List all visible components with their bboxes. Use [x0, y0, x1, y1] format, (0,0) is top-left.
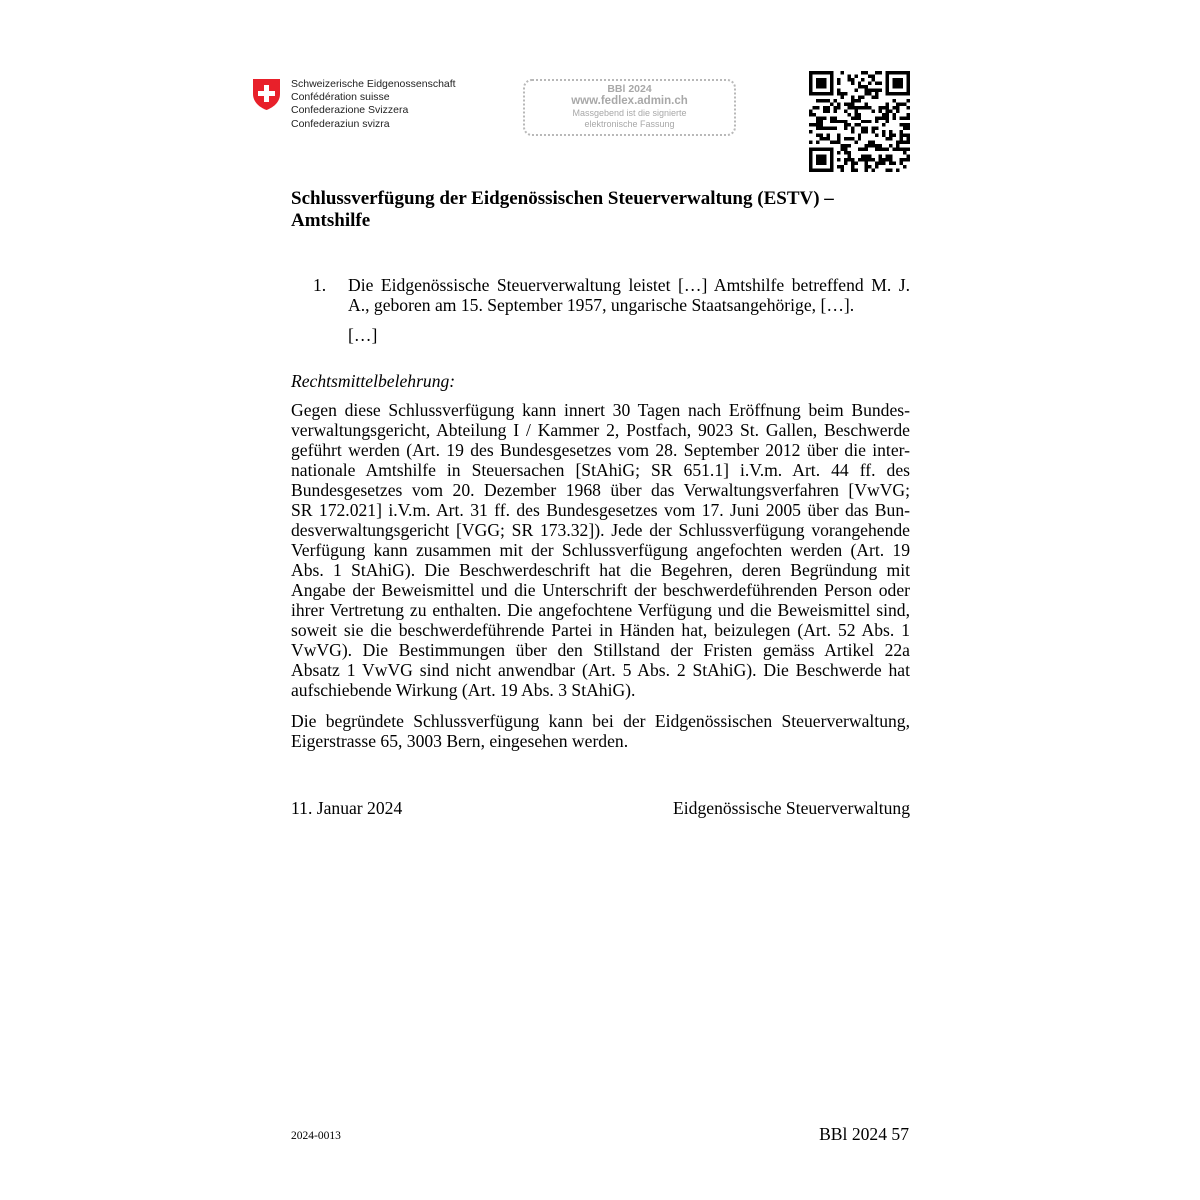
paragraph-line: SR 172.021] i.V.m. Art. 31 ff. des Bundesgesetzes vom 17. Juni 2005 über das Bun- [291, 500, 910, 520]
issuing-authority: Eidgenössische Steuerverwaltung [673, 798, 910, 818]
legal-remedies-heading: Rechtsmittelbelehrung: [291, 371, 456, 391]
decision-item [313, 275, 910, 345]
federation-name-fr: Confédération suisse [291, 91, 390, 104]
item-ellipsis: […] [348, 325, 378, 345]
paragraph-line: Angabe der Beweismittel und die Unterschrift der beschwerdeführenden Person oder [291, 580, 910, 600]
stamp-note-line2: elektronische Fassung [584, 119, 675, 129]
paragraph-line: Eigerstrasse 65, 3003 Bern, eingesehen werden. [291, 731, 629, 751]
paragraph-line: geführt werden (Art. 19 des Bundesgesetzes vom 28. September 2012 über die inter- [291, 440, 910, 460]
legal-remedies-paragraph [291, 400, 910, 700]
stamp-note-line1: Massgebend ist die signierte [572, 108, 687, 118]
item-number: 1. [313, 275, 327, 295]
paragraph-line: ihrer Vertretung zu enthalten. Die angefochtene Verfügung und die Beweismittel sind, [291, 600, 910, 620]
page-reference: BBl 2024 57 [819, 1124, 909, 1144]
federation-name-rm: Confederaziun svizra [291, 117, 390, 130]
stamp-url: www.fedlex.admin.ch [571, 95, 688, 107]
paragraph-line: Bundesgesetzes vom 20. Dezember 1968 über das Verwaltungsverfahren [VwVG; [291, 480, 910, 500]
item-text: Die Eidgenössische Steuerverwaltung leistet […] Amtshilfe betreffend M. J. A., geboren am 15. September 1957, ungarische Staatsangehörige, […]. [348, 275, 910, 315]
paragraph-line: Die begründete Schlussverfügung kann bei der Eidgenössischen Steuerverwaltung, [291, 711, 910, 731]
paragraph-line: verwaltungsgericht, Abteilung I / Kammer 2, Postfach, 9023 St. Gallen, Beschwerde [291, 420, 910, 440]
inspection-paragraph [291, 711, 910, 751]
document-number: 2024-0013 [291, 1130, 341, 1142]
paragraph-line: Absatz 1 VwVG sind nicht anwendbar (Art. 5 Abs. 2 StAhiG). Die Beschwerde hat [291, 660, 910, 680]
document-title-line1: Schlussverfügung der Eidgenössischen Steuerverwaltung (ESTV) – [291, 188, 834, 209]
document-title-line2: Amtshilfe [291, 210, 371, 231]
federation-names [291, 78, 456, 131]
paragraph-line: soweit sie die beschwerdeführende Partei in Händen hat, beizulegen (Art. 52 Abs. 1 [291, 620, 910, 640]
paragraph-line: VwVG). Die Bestimmungen über den Stillstand der Fristen gemäss Artikel 22a [291, 640, 910, 660]
paragraph-line: aufschiebende Wirkung (Art. 19 Abs. 3 StAhiG). [291, 680, 636, 700]
qr-code-icon [809, 71, 910, 172]
paragraph-line: nationale Amtshilfe in Steuersachen [StAhiG; SR 651.1] i.V.m. Art. 44 ff. des [291, 460, 910, 480]
document-title [291, 188, 911, 232]
federation-name-de: Schweizerische Eidgenossenschaft [291, 78, 456, 90]
swiss-coat-of-arms-icon [252, 78, 281, 111]
publication-stamp [523, 79, 736, 136]
paragraph-line: Abs. 1 StAhiG). Die Beschwerdeschrift hat die Begehren, deren Begründung mit [291, 560, 910, 580]
paragraph-line: desverwaltungsgericht [VGG; SR 173.32]). Jede der Schlussverfügung vorangehende [291, 520, 910, 540]
federation-name-it: Confederazione Svizzera [291, 104, 409, 117]
paragraph-line: Verfügung kann zusammen mit der Schlussverfügung angefochten werden (Art. 19 [291, 540, 910, 560]
stamp-reference: BBl 2024 [607, 83, 652, 95]
decision-date: 11. Januar 2024 [291, 798, 403, 818]
paragraph-line: Gegen diese Schlussverfügung kann innert 30 Tagen nach Eröffnung beim Bundes- [291, 400, 910, 420]
